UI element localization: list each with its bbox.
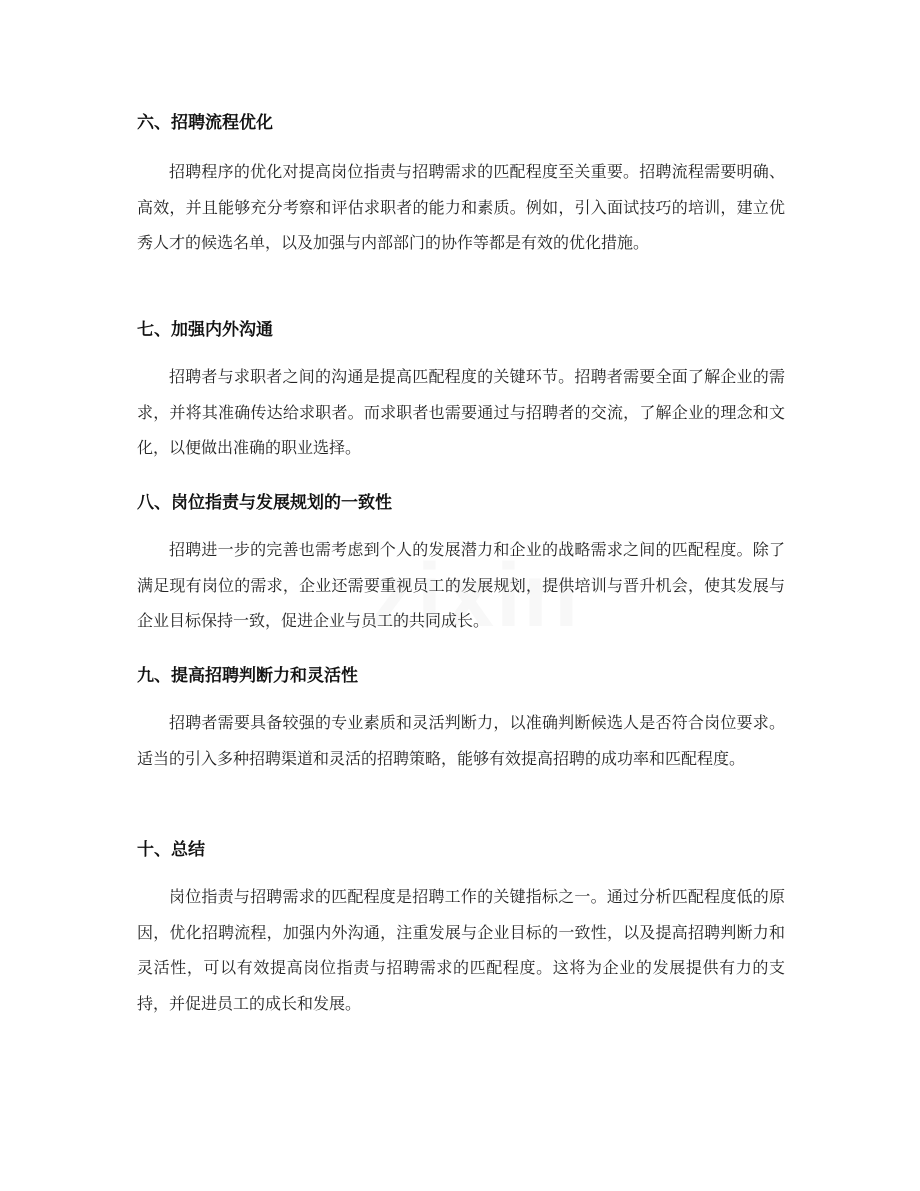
section-paragraph: 招聘程序的优化对提高岗位指责与招聘需求的匹配程度至关重要。招聘流程需要明确、高效，并且能够充分考察和评估求职者的能力和素质。例如，引入面试技巧的培训，建立优秀人才的候选名单，以及加强与内部部门的协作等都是有效的优化措施。 — [137, 162, 785, 252]
section-heading: 八、岗位指责与发展规划的一致性 — [137, 493, 392, 513]
section-heading: 七、加强内外沟通 — [137, 320, 273, 340]
section-heading: 十、总结 — [137, 840, 205, 860]
section-paragraph: 招聘者需要具备较强的专业素质和灵活判断力，以准确判断候选人是否符合岗位要求。适当的引入多种招聘渠道和灵活的招聘策略，能够有效提高招聘的成功率和匹配程度。 — [137, 713, 785, 768]
section-heading: 六、招聘流程优化 — [137, 113, 273, 133]
section-heading: 九、提高招聘判断力和灵活性 — [137, 666, 358, 686]
section-paragraph: 岗位指责与招聘需求的匹配程度是招聘工作的关键指标之一。通过分析匹配程度低的原因，优化招聘流程，加强内外沟通，注重发展与企业目标的一致性，以及提高招聘判断力和灵活性，可以有效提高岗位指责与招聘需求的匹配程度。这将为企业的发展提供有力的支持，并促进员工的成长和发展。 — [137, 887, 785, 1013]
section-paragraph: 招聘进一步的完善也需考虑到个人的发展潜力和企业的战略需求之间的匹配程度。除了满足现有岗位的需求，企业还需要重视员工的发展规划，提供培训与晋升机会，使其发展与企业目标保持一致，促进企业与员工的共同成长。 — [137, 540, 785, 630]
section-paragraph: 招聘者与求职者之间的沟通是提高匹配程度的关键环节。招聘者需要全面了解企业的需求，并将其准确传达给求职者。而求职者也需要通过与招聘者的交流，了解企业的理念和文化，以便做出准确的职业选择。 — [137, 367, 785, 457]
